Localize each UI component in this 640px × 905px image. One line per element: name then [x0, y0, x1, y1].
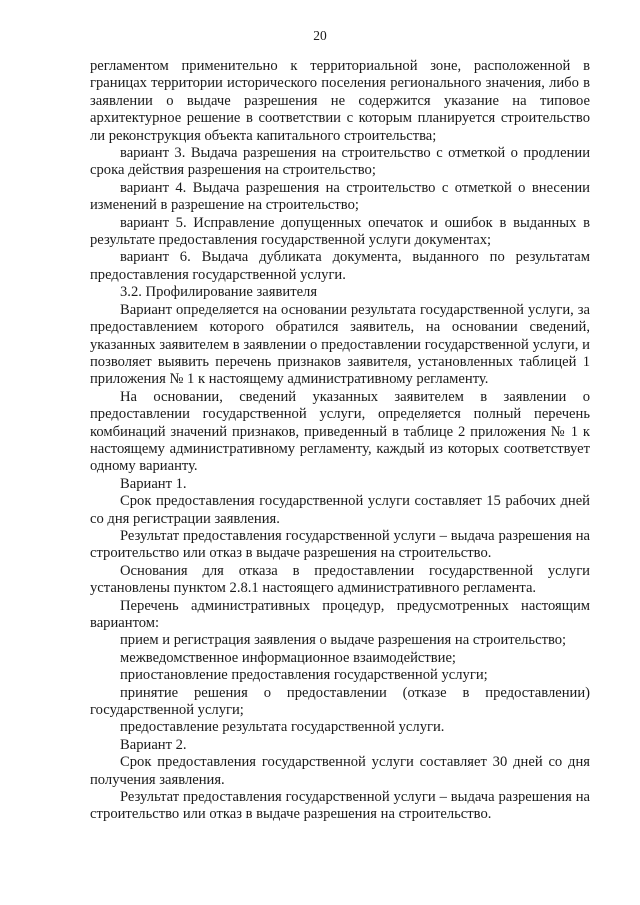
list-item: межведомственное информационное взаимодействие; [120, 649, 456, 666]
list-item: принятие решения о предоставлении (отказе в предоставлении) государственной услуги; [90, 684, 590, 719]
paragraph: вариант 6. Выдача дубликата документа, выданного по результатам предоставления государственной услуги. [90, 249, 590, 283]
list-item: предоставление результата государственной услуги. [120, 719, 445, 736]
paragraph: Основания для отказа в предоставлении государственной услуги установлены пунктом 2.8.1 настоящего административного регламента. [90, 562, 590, 597]
paragraph: Срок предоставления государственной услуги составляет 15 рабочих дней со дня регистрации заявления. [90, 493, 590, 527]
paragraph: Результат предоставления государственной услуги – выдача разрешения на строительство или отказ в выдаче разрешения на строительство. [90, 527, 590, 562]
paragraph: Вариант определяется на основании результата государственной услуги, за предоставлением которого обратился заявитель, на основании сведений, указанных заявителем в заявлении о предоставлении государственной услуги, и позволяет выявить перечень признаков заявителя, установленных таблицей 1 приложения № 1 к настоящему административному регламенту. [90, 301, 590, 388]
section-heading: 3.2. Профилирование заявителя [120, 284, 318, 301]
document-body [90, 58, 590, 824]
paragraph: вариант 4. Выдача разрешения на строительство с отметкой о внесении изменений в разрешение на строительство; [90, 179, 590, 214]
paragraph: На основании, сведений указанных заявителем в заявлении о предоставлении государственной услуги, определяется полный перечень комбинаций значений признаков, приведенный в таблице 2 приложения № 1 к настоящему административному регламенту, каждый из которых соответствует одному варианту. [90, 388, 590, 475]
paragraph: Срок предоставления государственной услуги составляет 30 дней со дня получения заявления. [90, 754, 590, 788]
paragraph: вариант 3. Выдача разрешения на строительство с отметкой о продлении срока действия разрешения на строительство; [90, 145, 590, 179]
page-number: 20 [313, 28, 327, 43]
variant-heading: Вариант 2. [120, 736, 187, 753]
paragraph: Перечень административных процедур, предусмотренных настоящим вариантом: [90, 597, 590, 631]
paragraph: регламентом применительно к территориальной зоне, расположенной в границах территории исторического поселения регионального значения, либо в заявлении о выдаче разрешения не содержится указание на типовое архитектурное решение в соответствии с которым планируется строительство ли реконструкция объекта капитального строительства; [90, 58, 590, 144]
variant-heading: Вариант 1. [120, 475, 187, 492]
list-item: прием и регистрация заявления о выдаче разрешения на строительство; [120, 632, 567, 649]
paragraph: Результат предоставления государственной услуги – выдача разрешения на строительство или отказ в выдаче разрешения на строительство. [90, 789, 590, 823]
paragraph: вариант 5. Исправление допущенных опечаток и ошибок в выданных в результате предоставления государственной услуги документах; [90, 214, 590, 249]
list-item: приостановление предоставления государственной услуги; [120, 667, 488, 684]
